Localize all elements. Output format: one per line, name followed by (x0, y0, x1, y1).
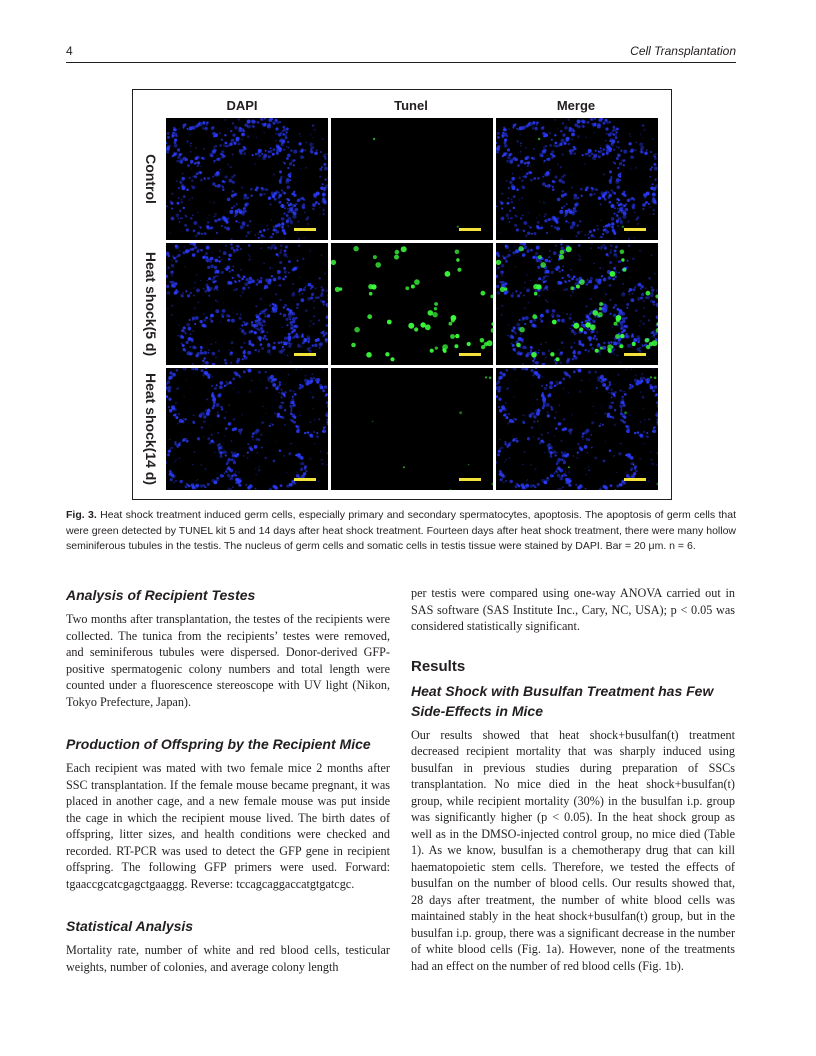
paragraph-analysis: Two months after transplantation, the testes of the recipients were collected. The tunica from the recipients’ testes were removed, and seminiferous tubules were dispersed. Donor-derived GFP-positive spermatogenic colony numbers and total length were counted under a fluorescence stereoscope with UV light (Nikon, Tokyo Prefecture, Japan). (66, 612, 390, 709)
micrograph-heat-shock-5d-merge (496, 243, 658, 365)
page-header (66, 44, 736, 64)
scale-bar (624, 228, 646, 231)
section-heading-results: Results (411, 657, 466, 675)
scale-bar (459, 478, 481, 481)
micrograph-heat-shock-5d-dapi (166, 243, 328, 365)
micrograph-control-dapi (166, 118, 328, 240)
micrograph-control-merge (496, 118, 658, 240)
panel-heat-shock-14d-dapi (166, 368, 328, 490)
panel-heat-shock-5d-merge (496, 243, 658, 365)
caption-label: Fig. 3. (66, 509, 97, 521)
panel-heat-shock-14d-merge (496, 368, 658, 490)
panel-heat-shock-5d-tunel (331, 243, 493, 365)
panel-control-dapi (166, 118, 328, 240)
journal-title: Cell Transplantation (630, 44, 736, 58)
panel-control-merge (496, 118, 658, 240)
panel-heat-shock-5d-dapi (166, 243, 328, 365)
scale-bar (624, 478, 646, 481)
micrograph-control-tunel (331, 118, 493, 240)
paragraph-statistics-continued: per testis were compared using one-way ANOVA carried out in SAS software (SAS Institute Inc., Cary, NC, USA); p < 0.05 was considered statistically significant. (411, 586, 735, 633)
figure-caption (66, 508, 736, 555)
scale-bar (459, 353, 481, 356)
scale-bar (624, 353, 646, 356)
panel-heat-shock-14d-tunel (331, 368, 493, 490)
section-heading-analysis: Analysis of Recipient Testes (66, 587, 256, 603)
figure-3 (132, 89, 672, 500)
scale-bar (294, 353, 316, 356)
micrograph-heat-shock-5d-tunel (331, 243, 493, 365)
micrograph-heat-shock-14d-tunel (331, 368, 493, 490)
micrograph-heat-shock-14d-dapi (166, 368, 328, 490)
row-header-control: Control (143, 154, 160, 204)
left-column (66, 585, 390, 975)
column-header-dapi: DAPI (226, 98, 258, 113)
paragraph-offspring: Each recipient was mated with two female mice 2 months after SSC transplantation. If the female mouse became pregnant, it was placed in another cage, and a new female mouse was put inside the cage in which the recipient mouse lived. The birth dates of offspring, litter sizes, and health conditions were checked and recorded. RT-PCR was used to detect the GFP gene in recipient offspring. The following GFP primers were used. Forward: tgaaccgcatcgagctgaaggg. Reverse: tccagcaggaccatgtgatcgc. (66, 761, 390, 891)
column-header-tunel: Tunel (394, 98, 428, 113)
row-header-heat-shock-14d: Heat shock(14 d) (143, 372, 160, 486)
section-heading-offspring: Production of Offspring by the Recipient Mice (66, 736, 371, 752)
micrograph-heat-shock-14d-merge (496, 368, 658, 490)
section-heading-heat-shock: Heat Shock with Busulfan Treatment has Few Side-Effects in Mice (411, 682, 714, 719)
paragraph-statistics: Mortality rate, number of white and red blood cells, testicular weights, number of colonies, and average colony length (66, 943, 390, 974)
panel-control-tunel (331, 118, 493, 240)
scale-bar (294, 478, 316, 481)
column-header-merge: Merge (556, 98, 596, 113)
scale-bar (294, 228, 316, 231)
header-rule (66, 62, 736, 63)
caption-text: Heat shock treatment induced germ cells, especially primary and secondary spermatocytes, apoptosis. The apoptosis of germ cells that were green detected by TUNEL kit 5 and 14 days after heat shock treatment. Fourteen days after heat shock treatment, there were many hollow seminiferous tubules in the testis. The nucleus of germ cells and somatic cells in testis tissue were stained by DAPI. Bar = 20 μm. n = 6. (66, 509, 736, 552)
right-column (411, 585, 735, 974)
paragraph-results: Our results showed that heat shock+busulfan(t) treatment decreased recipient mortality that was sharply induced using busulfan in previous studies during preparation of SSCs transplantation. No mice died in the heat shock+busulfan(t) group, while recipient mortality (30%) in the busulfan i.p. group was significantly higher (p < 0.05). In the heat shock group as well as in the DMSO-injected control group, no mice died (Table 1). As we know, busulfan is a chemotherapy drug that can kill haematopoietic stem cells. Therefore, we tested the effects of busulfan on the number of blood cells. Our results showed that, 28 days after treatment, the number of white blood cells was maintained stably in the heat shock+busulfan(t) group, but in the busulfan i.p. group, there was a significant decrease in the number of white blood cells (Fig. 1a). However, none of the treatments had an effect on the number of red blood cells (Fig. 1b). (411, 727, 735, 973)
section-heading-statistics: Statistical Analysis (66, 918, 194, 934)
scale-bar (459, 228, 481, 231)
page-number: 4 (66, 44, 73, 58)
row-header-heat-shock-5d: Heat shock(5 d) (143, 251, 159, 357)
